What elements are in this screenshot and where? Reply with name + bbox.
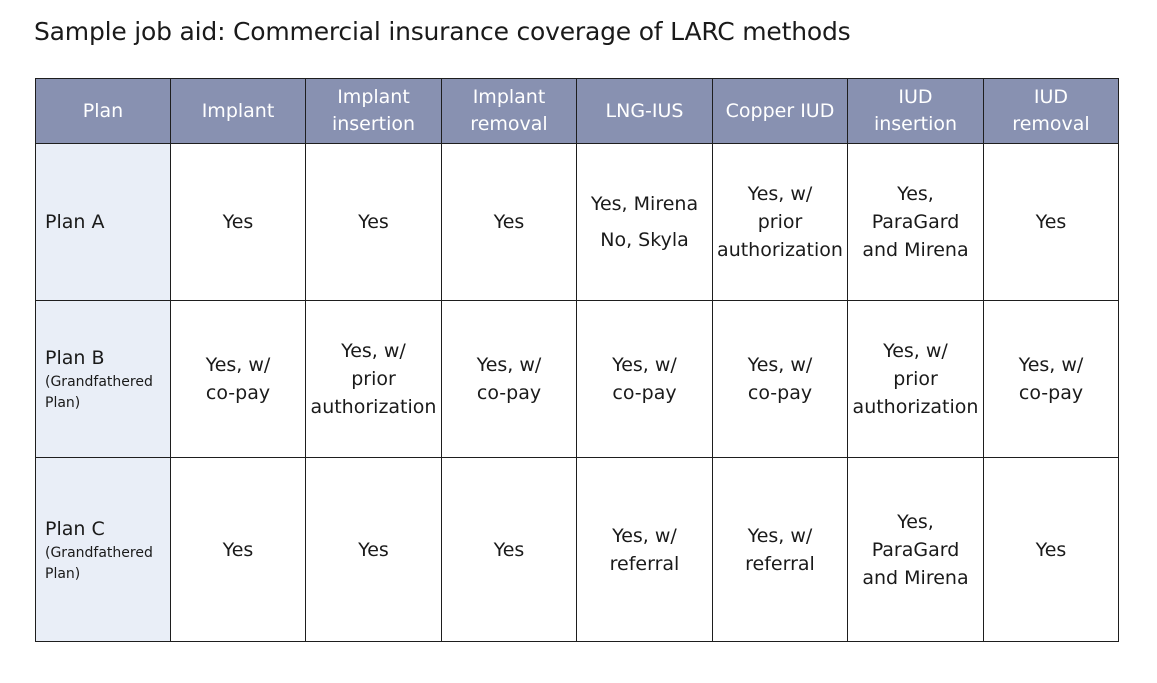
cell-line: Yes, w/ bbox=[1018, 354, 1084, 376]
header-line: removal bbox=[1012, 113, 1090, 135]
cell-line: Yes, Mirena bbox=[590, 193, 699, 215]
cell-line: Yes bbox=[222, 211, 254, 233]
plan-note: (Grandfathered bbox=[45, 374, 153, 390]
coverage-table bbox=[35, 78, 1119, 642]
cell-line: Yes, bbox=[897, 183, 934, 205]
cell-line: No, Skyla bbox=[600, 229, 689, 251]
header-implant-removal bbox=[442, 79, 577, 144]
cell-line: referral bbox=[609, 552, 680, 575]
cell-line: co-pay bbox=[476, 382, 542, 404]
cell-line: ParaGard bbox=[871, 211, 960, 233]
header-line: LNG-IUS bbox=[605, 99, 684, 122]
cell-implant bbox=[171, 458, 306, 642]
cell-line: Yes, w/ bbox=[476, 354, 542, 376]
cell-line: authorization bbox=[310, 396, 437, 418]
cell-lng-ius bbox=[577, 144, 713, 301]
table-row-plan-a bbox=[36, 144, 1119, 301]
plan-cell bbox=[36, 144, 171, 301]
header-line: Implant bbox=[201, 99, 275, 122]
plan-note: Plan) bbox=[45, 395, 81, 411]
plan-cell bbox=[36, 458, 171, 642]
cell-line: Yes, w/ bbox=[612, 524, 677, 547]
cell-line: Yes bbox=[358, 211, 389, 233]
cell-line: Yes, bbox=[897, 510, 934, 533]
header-iud-insertion bbox=[848, 79, 984, 144]
cell-lng-ius bbox=[577, 301, 713, 458]
table-body bbox=[36, 144, 1119, 642]
cell-line: Yes, w/ bbox=[747, 183, 813, 205]
cell-line: Yes, w/ bbox=[612, 354, 677, 376]
cell-line: prior bbox=[351, 368, 396, 390]
cell-lng-ius bbox=[577, 458, 713, 642]
header-line: insertion bbox=[873, 113, 958, 135]
plan-note: Plan) bbox=[45, 565, 81, 582]
header-implant-insertion bbox=[306, 79, 442, 144]
plan-name: Plan C bbox=[45, 517, 105, 540]
plan-note: (Grandfathered bbox=[45, 544, 153, 561]
cell-line: and Mirena bbox=[862, 239, 969, 261]
page-title: Sample job aid: Commercial insurance coverage of LARC methods bbox=[34, 17, 851, 46]
cell-copper-iud bbox=[713, 458, 848, 642]
cell-implant bbox=[171, 301, 306, 458]
header-line: insertion bbox=[331, 113, 416, 135]
cell-line: Yes bbox=[1035, 538, 1067, 561]
header-line: Implant bbox=[472, 86, 546, 108]
plan-name: Plan A bbox=[45, 211, 105, 233]
cell-iud-removal bbox=[984, 458, 1119, 642]
cell-line: co-pay bbox=[205, 382, 271, 404]
cell-line: authorization bbox=[717, 239, 843, 261]
header-line: IUD bbox=[1033, 86, 1069, 108]
cell-line: Yes bbox=[1035, 211, 1067, 233]
cell-implant-insertion bbox=[306, 301, 442, 458]
cell-line: referral bbox=[745, 552, 815, 575]
plan-name: Plan B bbox=[45, 347, 105, 369]
cell-iud-insertion bbox=[848, 144, 984, 301]
cell-iud-insertion bbox=[848, 458, 984, 642]
table-row-plan-b bbox=[36, 301, 1119, 458]
header-line: removal bbox=[470, 113, 548, 135]
cell-line: co-pay bbox=[747, 382, 813, 404]
cell-copper-iud bbox=[713, 301, 848, 458]
cell-line: Yes bbox=[493, 538, 525, 561]
cell-iud-removal bbox=[984, 144, 1119, 301]
header-row bbox=[36, 79, 1119, 144]
cell-implant-insertion bbox=[306, 458, 442, 642]
plan-cell bbox=[36, 301, 171, 458]
cell-line: Yes bbox=[222, 538, 254, 561]
table-row-plan-c bbox=[36, 458, 1119, 642]
cell-line: co-pay bbox=[1018, 382, 1084, 404]
header-line: Copper IUD bbox=[725, 99, 835, 122]
cell-iud-removal bbox=[984, 301, 1119, 458]
cell-line: prior bbox=[893, 368, 938, 390]
cell-line: ParaGard bbox=[871, 538, 960, 561]
header-iud-removal bbox=[984, 79, 1119, 144]
cell-implant-removal bbox=[442, 301, 577, 458]
cell-line: and Mirena bbox=[862, 566, 969, 589]
cell-line: Yes bbox=[493, 211, 525, 233]
cell-line: Yes, w/ bbox=[205, 354, 271, 376]
cell-line: Yes, w/ bbox=[747, 524, 813, 547]
table-header bbox=[36, 79, 1119, 144]
cell-copper-iud bbox=[713, 144, 848, 301]
header-implant bbox=[171, 79, 306, 144]
cell-iud-insertion bbox=[848, 301, 984, 458]
cell-implant-insertion bbox=[306, 144, 442, 301]
cell-implant-removal bbox=[442, 144, 577, 301]
cell-line: Yes, w/ bbox=[341, 340, 406, 362]
cell-implant bbox=[171, 144, 306, 301]
header-copper-iud bbox=[713, 79, 848, 144]
cell-line: Yes, w/ bbox=[747, 354, 813, 376]
cell-line: authorization bbox=[852, 396, 979, 418]
header-line: IUD bbox=[898, 86, 933, 108]
header-lng-ius bbox=[577, 79, 713, 144]
cell-line: Yes bbox=[358, 538, 389, 561]
cell-line: co-pay bbox=[612, 382, 677, 404]
header-line: Implant bbox=[337, 86, 410, 108]
cell-line: prior bbox=[757, 211, 803, 233]
header-plan bbox=[36, 79, 171, 144]
cell-line: Yes, w/ bbox=[883, 340, 948, 362]
header-line: Plan bbox=[82, 99, 124, 122]
cell-implant-removal bbox=[442, 458, 577, 642]
